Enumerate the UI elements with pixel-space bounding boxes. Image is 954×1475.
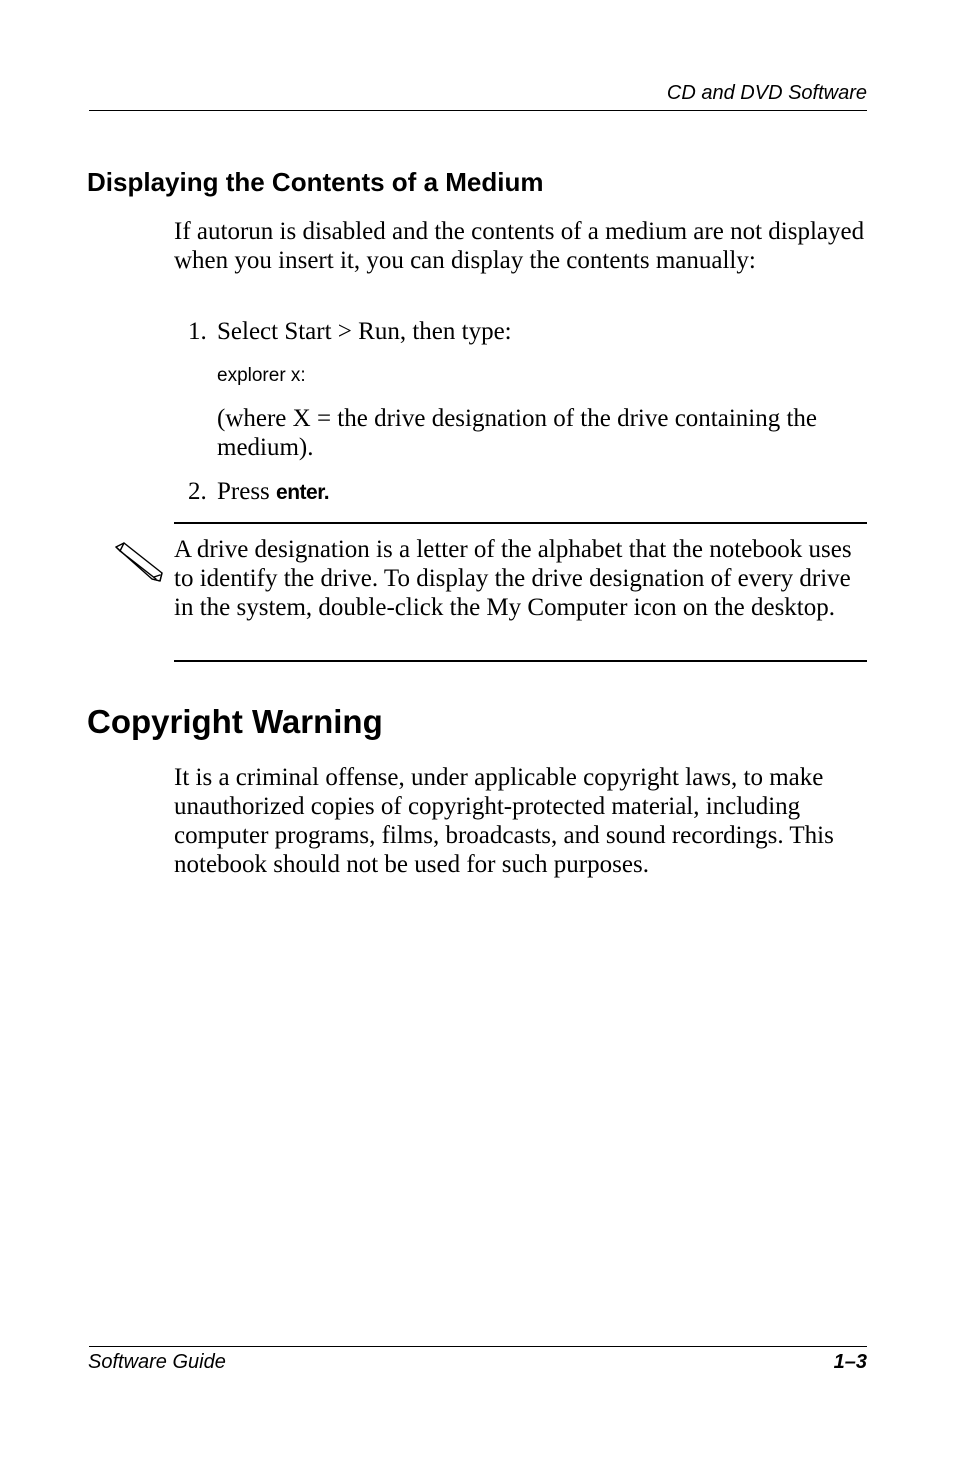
drive-explanation: (where X = the drive designation of the drive containing the medium). <box>217 405 818 461</box>
header-rule <box>89 110 867 111</box>
key-name-enter: enter. <box>276 481 330 504</box>
footer-rule <box>89 1346 867 1347</box>
section-heading-displaying-contents: Displaying the Contents of a Medium <box>87 167 544 197</box>
intro-paragraph: If autorun is disabled and the contents of a medium are not displayed when you insert it, you can display the contents manually: <box>174 218 865 274</box>
step-number: 1. <box>188 318 207 345</box>
note-top-rule <box>174 522 867 524</box>
note-text: A drive designation is a letter of the alphabet that the notebook uses to identify the drive. To display the drive designation of every drive in the system, double-click the My Computer icon on the desktop. <box>174 536 852 621</box>
footer-guide-title: Software Guide <box>88 1351 226 1373</box>
step-text: Select Start > Run, then type: <box>217 318 512 345</box>
step-text-prefix: Press <box>217 478 277 505</box>
copyright-paragraph: It is a criminal offense, under applicable copyright laws, to make unauthorized copies of copyright-protected material, including computer programs, films, broadcasts, and sound recordings. This notebook should not be used for such purposes. <box>174 764 834 878</box>
step-text <box>217 477 329 507</box>
footer-page-number: 1–3 <box>833 1351 867 1373</box>
command-text: explorer x: <box>217 365 306 386</box>
step-number: 2. <box>188 478 207 505</box>
pencil-note-icon <box>112 541 166 583</box>
note-bottom-rule <box>174 660 867 662</box>
section-heading-copyright-warning: Copyright Warning <box>87 703 383 740</box>
running-header-title: CD and DVD Software <box>666 82 867 104</box>
